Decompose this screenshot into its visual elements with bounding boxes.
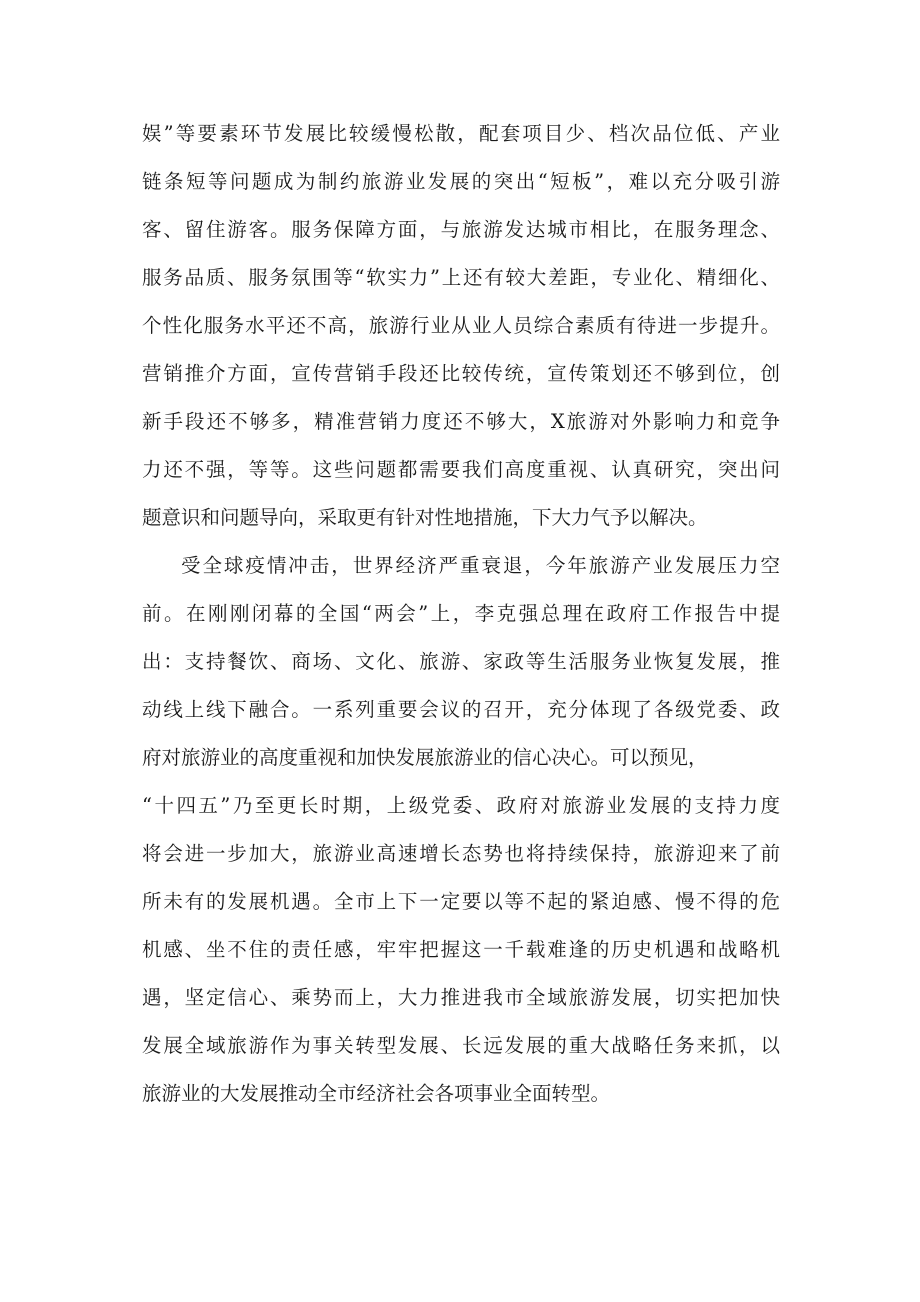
- text-line: 营销推介方面，宣传营销手段还比较传统，宣传策划还不够到位，创: [142, 362, 780, 385]
- text-line: 所未有的发展机遇。全市上下一定要以等不起的紧迫感、慢不得的危: [142, 890, 780, 913]
- text-line: 受全球疫情冲击，世界经济严重衰退，今年旅游产业发展压力空: [181, 554, 780, 577]
- text-line: 客、留住游客。服务保障方面，与旅游发达城市相比，在服务理念、: [142, 218, 780, 241]
- text-line: 服务品质、服务氛围等“软实力”上还有较大差距，专业化、精细化、: [142, 266, 780, 289]
- text-line: 链条短等问题成为制约旅游业发展的突出“短板”，难以充分吸引游: [142, 170, 780, 193]
- paragraph-tourism-problems: [142, 110, 780, 542]
- text-line: “十四五”乃至更长时期，上级党委、政府对旅游业发展的支持力度: [142, 794, 780, 817]
- text-line: 动线上线下融合。一系列重要会议的召开，充分体现了各级党委、政: [142, 698, 780, 721]
- paragraph-development-opportunity: [142, 542, 780, 1118]
- text-line: 旅游业的大发展推动全市经济社会各项事业全面转型。: [142, 1082, 611, 1105]
- text-line: 力还不强，等等。这些问题都需要我们高度重视、认真研究，突出问: [142, 458, 780, 481]
- text-line: 发展全域旅游作为事关转型发展、长远发展的重大战略任务来抓，以: [142, 1034, 780, 1057]
- text-line: 题意识和问题导向，采取更有针对性地措施，下大力气予以解决。: [142, 506, 708, 529]
- text-line: 将会进一步加大，旅游业高速增长态势也将持续保持，旅游迎来了前: [142, 842, 780, 865]
- text-line: 娱”等要素环节发展比较缓慢松散，配套项目少、档次品位低、产业: [142, 122, 780, 145]
- text-line: 新手段还不够多，精准营销力度还不够大，X旅游对外影响力和竞争: [142, 410, 780, 433]
- document-body: [142, 110, 780, 1118]
- text-line: 机感、坐不住的责任感，牢牢把握这一千载难逢的历史机遇和战略机: [142, 938, 780, 961]
- text-line: 府对旅游业的高度重视和加快发展旅游业的信心决心。可以预见，: [142, 746, 708, 769]
- text-line: 个性化服务水平还不高，旅游行业从业人员综合素质有待进一步提升。: [142, 314, 780, 337]
- text-line: 前。在刚刚闭幕的全国“两会”上，李克强总理在政府工作报告中提: [142, 602, 780, 625]
- text-line: 出：支持餐饮、商场、文化、旅游、家政等生活服务业恢复发展，推: [142, 650, 780, 673]
- text-line: 遇，坚定信心、乘势而上，大力推进我市全域旅游发展，切实把加快: [142, 986, 780, 1009]
